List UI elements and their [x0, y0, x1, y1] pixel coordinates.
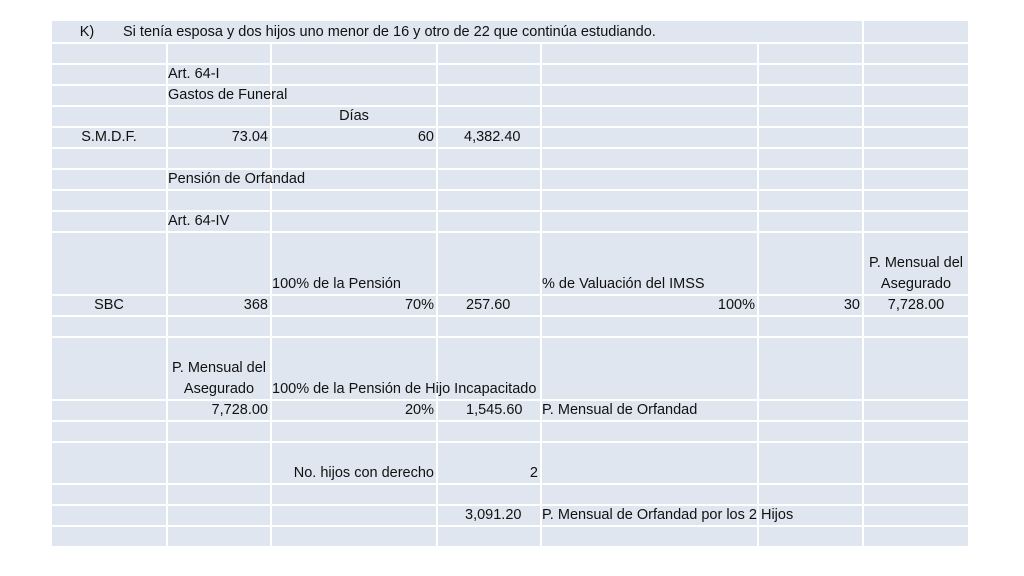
children-label: No. hijos con derecho [293, 465, 434, 481]
child-total-label: P. Mensual de Orfandad por los 2 Hijos [542, 507, 794, 523]
heading-label: K) [79, 24, 95, 40]
valuation-pct: 100% [717, 297, 755, 313]
smdf-label: S.M.D.F. [81, 129, 137, 145]
orphan-days: 30 [843, 297, 860, 313]
valuation-header: % de Valuación del IMSS [542, 276, 705, 292]
pension-pct: 70% [404, 297, 434, 313]
smdf-salary: 73.04 [231, 129, 268, 145]
pension-header: 100% de la Pensión [272, 276, 401, 292]
orphan-article: Art. 64-IV [168, 213, 230, 229]
child-monthly: 7,728.00 [211, 402, 268, 418]
funeral-article: Art. 64-I [168, 66, 220, 82]
sbc-value: 368 [243, 297, 268, 313]
child-total: 3,091.20 [465, 507, 522, 523]
monthly-header: P. Mensual del Asegurado [868, 255, 964, 292]
sbc-label: SBC [94, 297, 124, 313]
orphan-monthly: 7,728.00 [887, 297, 945, 313]
incapacitated-header: 100% de la Pensión de Hijo Incapacitado [272, 381, 537, 397]
daily-pension: 257.60 [466, 297, 511, 313]
child-pct: 20% [404, 402, 434, 418]
funeral-title: Gastos de Funeral [168, 87, 288, 103]
child-amount: 1,545.60 [466, 402, 523, 418]
funeral-total: 4,382.40 [464, 129, 521, 145]
children-count: 2 [529, 465, 538, 481]
heading-text: Si tenía esposa y dos hijos uno menor de 16 y otro de 22 que continúa estudiando. [123, 24, 656, 40]
orphan-title: Pensión de Orfandad [168, 171, 306, 187]
child-monthly-header: P. Mensual del Asegurado [171, 360, 267, 397]
funeral-days: 60 [417, 129, 434, 145]
days-header: Días [339, 108, 369, 124]
child-amount-label: P. Mensual de Orfandad [542, 402, 698, 418]
